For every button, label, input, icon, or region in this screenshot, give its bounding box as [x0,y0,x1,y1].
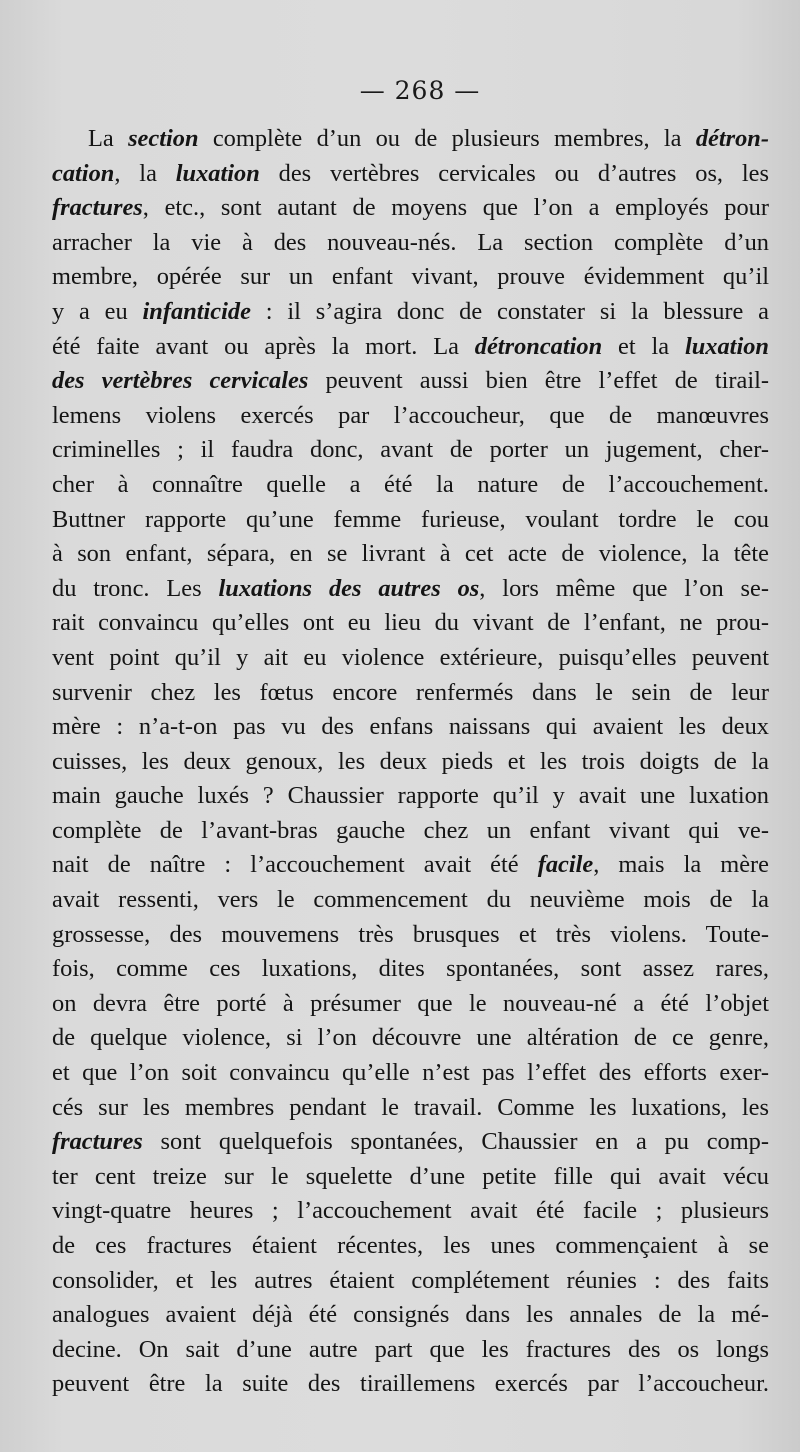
text-line [52,710,769,745]
text-line [52,1264,769,1299]
text-line [52,537,769,572]
text-run: , etc., sont autant de moyens que l’on a employés pour [142,194,769,222]
text-run: Buttner rapporte qu’une femme furieuse, voulant tordre le cou [52,505,769,533]
text-run: consolider, et les autres étaient complétement réunies : des faits [52,1266,769,1294]
text-line [52,1229,769,1264]
text-run: peuvent aussi bien être l’effet de tirail- [308,367,770,395]
text-run: peuvent être la suite des tiraillemens exercés par l’accoucheur. [52,1370,769,1398]
text-line [52,295,769,330]
text-line [52,641,769,676]
text-line [52,1194,769,1229]
text-run: lemens violens exercés par l’accoucheur, que de manœuvres [52,401,769,429]
text-run: de ces fractures étaient récentes, les unes commençaient à se [52,1232,769,1259]
italic-term: fractures [52,1128,143,1156]
text-run: rait convaincu qu’elles ont eu lieu du vivant de l’enfant, ne prou- [52,609,769,637]
text-run: analogues avaient déjà été consignés dans les annales de la mé- [52,1301,769,1329]
text-run: arracher la vie à des nouveau-nés. La section complète d’un [52,228,769,256]
text-line [52,676,769,711]
text-run: criminelles ; il faudra donc, avant de porter un jugement, cher- [52,436,769,464]
italic-term: luxations des autres os [218,574,480,602]
text-line [52,433,769,468]
text-run: main gauche luxés ? Chaussier rapporte qu’il y avait une luxation [52,782,769,810]
text-line [52,1160,769,1195]
italic-term: fractures [52,194,143,222]
text-run: et que l’on soit convaincu qu’elle n’est pas l’effet des efforts exer- [52,1059,769,1087]
italic-term: section [128,125,199,152]
text-line [52,1333,769,1368]
italic-term: des vertèbres cervicales [52,367,309,395]
text-line [52,503,769,538]
text-run: vent point qu’il y ait eu violence extérieure, puisqu’elles peuvent [52,643,769,671]
text-run: à son enfant, sépara, en se livrant à cet acte de violence, la tête [52,540,769,568]
text-line [52,572,769,607]
text-run: , mais la mère [593,851,769,879]
text-line [52,468,769,503]
text-run: survenir chez les fœtus encore renfermés dans le sein de leur [52,678,769,706]
text-run: ter cent treize sur le squelette d’une petite fille qui avait vécu [52,1162,769,1190]
text-line [52,848,769,883]
text-line [52,1298,769,1333]
text-run: sont quelquefois spontanées, Chaussier en a pu comp- [142,1128,769,1156]
text-line [52,1367,769,1402]
text-run: , lors même que l’on se- [479,574,769,602]
text-line [52,330,769,365]
text-line [52,918,769,953]
text-run: de quelque violence, si l’on découvre une altération de ce genre, [52,1024,769,1052]
text-run: membre, opérée sur un enfant vivant, prouve évidemment qu’il [52,263,769,291]
text-line [52,364,769,399]
italic-term: détroncation [474,332,603,360]
text-run: complète d’un ou de plusieurs membres, la [198,125,696,152]
text-run: et la [602,332,685,360]
italic-term: infanticide [142,297,251,325]
text-line [52,122,769,157]
text-line [52,191,769,226]
text-line [52,745,769,780]
text-run: nait de naître : l’accouchement avait été [52,851,538,879]
text-run: decine. On sait d’une autre part que les fractures des os longs [52,1335,769,1363]
text-line [52,779,769,814]
text-line [52,987,769,1022]
italic-term: cation [52,159,115,187]
text-line [52,952,769,987]
text-run: cés sur les membres pendant le travail. Comme les luxations, les [52,1093,769,1121]
text-line [52,260,769,295]
italic-term: facile [537,851,594,879]
text-line [52,1056,769,1091]
text-run: , la [114,159,176,187]
text-run: grossesse, des mouvemens très brusques et très violens. Toute- [52,920,769,948]
italic-term: détron- [695,125,769,152]
text-run: y a eu [52,297,143,325]
text-run: mère : n’a-t-on pas vu des enfans naissans qui avaient les deux [52,713,769,741]
text-run: vingt-quatre heures ; l’accouchement avait été facile ; plusieurs [52,1197,769,1225]
text-run: fois, comme ces luxations, dites spontanées, sont assez rares, [52,955,769,983]
italic-term: luxation [684,332,769,360]
text-line [52,399,769,434]
text-run: cher à connaître quelle a été la nature de l’accouchement. [52,470,769,498]
text-line [52,606,769,641]
text-run: été faite avant ou après la mort. La [52,332,475,360]
text-run: complète de l’avant-bras gauche chez un enfant vivant qui ve- [52,816,769,844]
text-line [52,226,769,261]
text-line [52,1021,769,1056]
body-text [52,122,769,1402]
page-number: — 268 — [359,76,481,105]
text-line [52,1091,769,1126]
text-run: avait ressenti, vers le commencement du neuvième mois de la [52,886,769,914]
italic-term: luxation [175,159,260,187]
text-line [52,814,769,849]
text-run: : il s’agira donc de constater si la blessure a [250,297,769,325]
text-run: des vertèbres cervicales ou d’autres os, les [259,159,769,187]
text-run: du tronc. Les [52,574,219,602]
text-run: cuisses, les deux genoux, les deux pieds et les trois doigts de la [52,747,769,775]
text-line [52,883,769,918]
text-line [52,157,769,192]
text-run: on devra être porté à présumer que le nouveau-né a été l’objet [52,989,769,1017]
text-run: La [88,125,129,152]
text-line [52,1125,769,1160]
